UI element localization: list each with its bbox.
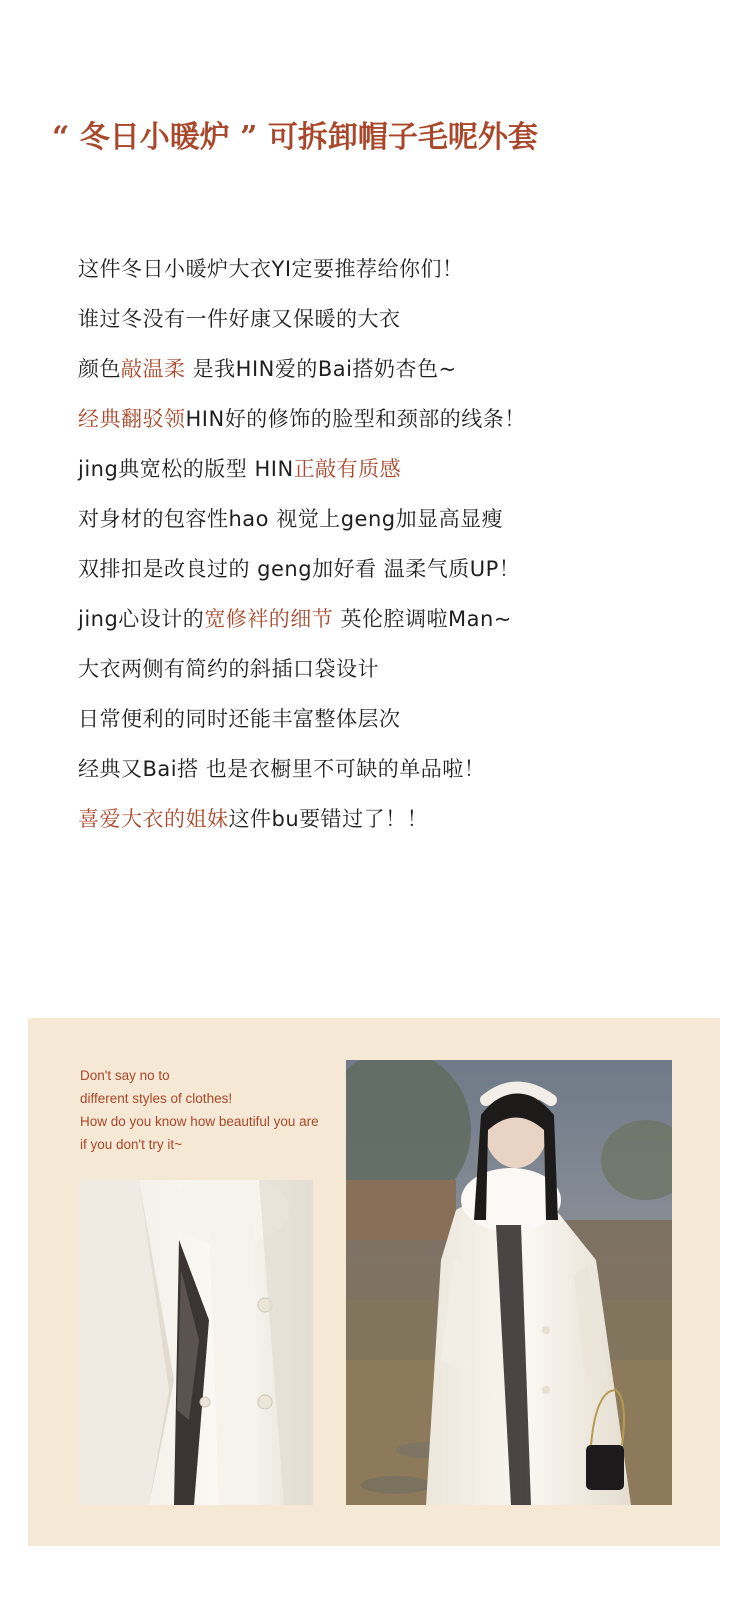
highlight-text: 宽修袢的细节 [204, 607, 334, 631]
body-text: HIN好的修饰的脸型和颈部的线条！ [185, 407, 526, 431]
body-text: 谁过冬没有一件好康又保暖的大衣 [78, 307, 401, 331]
description-line [78, 452, 718, 502]
body-text: 颜色 [78, 357, 121, 381]
highlight-text: 喜爱大衣的姐妹 [78, 807, 229, 831]
body-text: jing典宽松的版型 HIN [78, 457, 294, 481]
tagline-line: different styles of clothes! [80, 1091, 233, 1106]
highlight-text: 经典翻驳领 [78, 407, 186, 431]
description-line [78, 352, 718, 402]
body-text: 对身材的包容性hao 视觉上geng加显高显瘦 [78, 507, 504, 531]
description-line [78, 302, 718, 352]
description-line [78, 602, 718, 652]
description-line [78, 502, 718, 552]
body-text: 大衣两侧有简约的斜插口袋设计 [78, 657, 379, 681]
body-text: 经典又Bai搭 也是衣橱里不可缺的单品啦！ [78, 757, 486, 781]
body-text: 这件冬日小暖炉大衣YI定要推荐给你们！ [78, 257, 464, 281]
description-line [78, 752, 718, 802]
coat-detail-photo [79, 1180, 313, 1505]
body-text: 双排扣是改良过的 geng加好看 温柔气质UP！ [78, 557, 521, 581]
model-photo [346, 1060, 672, 1505]
description-line [78, 702, 718, 752]
body-text: 日常便利的同时还能丰富整体层次 [78, 707, 401, 731]
description-line [78, 252, 718, 302]
body-text: 英伦腔调啦Man~ [333, 607, 512, 631]
description-line [78, 652, 718, 702]
highlight-text: 正敲有质感 [293, 457, 402, 481]
highlight-text: 敲温柔 [121, 357, 186, 381]
body-text: jing心设计的 [78, 607, 205, 631]
description-copy [78, 252, 718, 852]
body-text: 是我HIN爱的Bai搭奶杏色~ [185, 357, 457, 381]
tagline-line: Don't say no to [80, 1068, 170, 1083]
page-title: “ 冬日小暖炉 ” 可拆卸帽子毛呢外套 [52, 120, 538, 155]
tagline-line: if you don't try it~ [80, 1137, 183, 1152]
description-line [78, 552, 718, 602]
body-text: 这件bu要错过了！！ [228, 807, 429, 831]
description-line [78, 402, 718, 452]
tagline-line: How do you know how beautiful you are [80, 1114, 319, 1129]
description-line [78, 802, 718, 852]
gallery-tagline [80, 1064, 350, 1156]
